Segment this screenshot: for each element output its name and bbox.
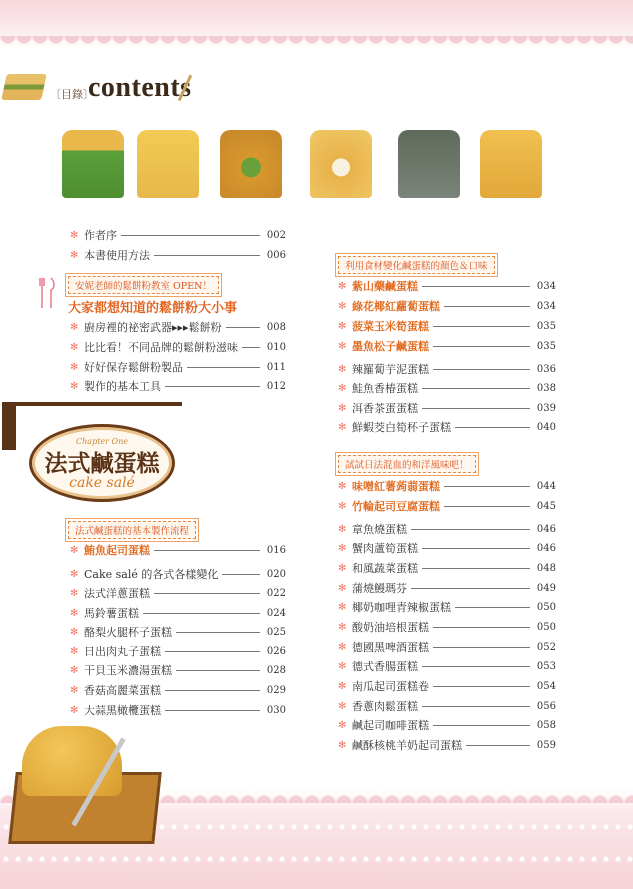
toc-item[interactable]: ✻ 鹹酥核桃羊奶起司蛋糕 059 [338, 739, 556, 752]
toc-item[interactable]: ✻ 法式洋蔥蛋糕 022 [70, 587, 286, 600]
star-icon: ✻ [338, 402, 347, 414]
toc-item[interactable]: ✻ 作者序 002 [70, 229, 286, 242]
section-label: 法式鹹蛋糕的基本製作流程 [68, 521, 196, 539]
toc-item[interactable]: ✻ 干貝玉米濃湯蛋糕 028 [70, 664, 286, 677]
star-icon: ✻ [70, 568, 79, 580]
sign-bracket [2, 402, 182, 422]
utensils-icon [38, 276, 56, 310]
star-icon: ✻ [338, 500, 347, 512]
toc-item[interactable]: ✻ 綠花椰紅蘿蔔蛋糕 034 [338, 300, 556, 313]
star-icon: ✻ [338, 382, 347, 394]
star-icon: ✻ [70, 341, 79, 353]
cake-slice-icon [1, 74, 47, 100]
toc-item[interactable]: ✻ 德國黑啤酒蛋糕 052 [338, 641, 556, 654]
star-icon: ✻ [70, 229, 79, 241]
toc-item[interactable]: ✻ 和風蔬菜蛋糕 048 [338, 562, 556, 575]
star-icon: ✻ [338, 562, 347, 574]
loaf-cake-photo [0, 702, 160, 852]
cake-photo [310, 130, 372, 198]
toc-item[interactable]: ✻ 章魚燒蛋糕 046 [338, 523, 556, 536]
star-icon: ✻ [70, 249, 79, 261]
toc-item[interactable]: ✻ 酪梨火腿杯子蛋糕 025 [70, 626, 286, 639]
toc-item[interactable]: ✻ Cake salé 的各式各樣變化 020 [70, 568, 286, 581]
toc-item[interactable]: ✻ 好好保存鬆餅粉製品 011 [70, 361, 286, 374]
chapter-badge: Chapter One 法式鹹蛋糕 cake salé [29, 424, 175, 502]
chapter-subtitle: cake salé [69, 475, 135, 491]
star-icon: ✻ [70, 645, 79, 657]
toc-item[interactable]: ✻ 鮭魚香椿蛋糕 038 [338, 382, 556, 395]
cake-photo [220, 130, 282, 198]
toc-item[interactable]: ✻ 本書使用方法 006 [70, 249, 286, 262]
chapter-title: 法式鹹蛋糕 [44, 450, 160, 477]
cake-photo [480, 130, 542, 198]
star-icon: ✻ [70, 380, 79, 392]
chapter-sign [2, 402, 182, 512]
toc-item[interactable]: ✻ 菠菜玉米筍蛋糕 035 [338, 320, 556, 333]
toc-item[interactable]: ✻ 鮮蝦茭白筍杯子蛋糕 040 [338, 421, 556, 434]
star-icon: ✻ [338, 582, 347, 594]
toc-item[interactable]: ✻ 南瓜起司蛋糕卷 054 [338, 680, 556, 693]
star-icon: ✻ [70, 587, 79, 599]
toc-item[interactable]: ✻ 紫山藥鹹蛋糕 034 [338, 280, 556, 293]
toc-item[interactable]: ✻ 竹輪起司豆腐蛋糕 045 [338, 500, 556, 513]
star-icon: ✻ [338, 660, 347, 672]
star-icon: ✻ [338, 480, 347, 492]
star-icon: ✻ [70, 321, 79, 333]
toc-item[interactable]: ✻ 墨魚松子鹹蛋糕 035 [338, 340, 556, 353]
toc-item[interactable]: ✻ 製作的基本工具 012 [70, 380, 286, 393]
toc-item[interactable]: ✻ 辣羅蔔芋泥蛋糕 036 [338, 363, 556, 376]
section-label: 利用食材變化鹹蛋糕的顏色＆口味 [338, 256, 495, 274]
star-icon: ✻ [338, 363, 347, 375]
star-icon: ✻ [70, 607, 79, 619]
toc-item[interactable]: ✻ 德式香腸蛋糕 053 [338, 660, 556, 673]
toc-item[interactable]: ✻ 大蒜黑橄欖蛋糕 030 [70, 704, 286, 717]
star-icon: ✻ [338, 641, 347, 653]
star-icon: ✻ [338, 542, 347, 554]
cake-photo [398, 130, 460, 198]
cake-photo [62, 130, 124, 198]
section-label: 安妮老師的鬆餅粉教室 OPEN！ [68, 276, 219, 294]
star-icon: ✻ [338, 680, 347, 692]
toc-item[interactable]: ✻ 鮪魚起司蛋糕 016 [70, 544, 286, 557]
lace-border-top [0, 0, 633, 50]
section-label: 試試日法混血的和洋風味吧！ [338, 455, 476, 473]
toc-item[interactable]: ✻ 蒲燒鰻瑪芬 049 [338, 582, 556, 595]
toc-item[interactable]: ✻ 味噌紅薯蒟蒻蛋糕 044 [338, 480, 556, 493]
star-icon: ✻ [70, 684, 79, 696]
star-icon: ✻ [338, 280, 347, 292]
toc-item[interactable]: ✻ 香蔥肉鬆蛋糕 056 [338, 700, 556, 713]
star-icon: ✻ [70, 704, 79, 716]
toc-item[interactable]: ✻ 比比看！不同品牌的鬆餅粉滋味 010 [70, 341, 286, 354]
section-heading: 大家都想知道的鬆餅粉大小事 [68, 301, 238, 316]
star-icon: ✻ [338, 320, 347, 332]
toc-item[interactable]: ✻ 鹹起司咖啡蛋糕 058 [338, 719, 556, 732]
toc-item[interactable]: ✻ 洱香茶蛋蛋糕 039 [338, 402, 556, 415]
star-icon: ✻ [70, 361, 79, 373]
star-icon: ✻ [338, 739, 347, 751]
cake-photo [137, 130, 199, 198]
star-icon: ✻ [338, 300, 347, 312]
star-icon: ✻ [70, 664, 79, 676]
toc-item[interactable]: ✻ 日出肉丸子蛋糕 026 [70, 645, 286, 658]
star-icon: ✻ [338, 601, 347, 613]
toc-item[interactable]: ✻ 廚房裡的祕密武器▸▸▸鬆餅粉 008 [70, 321, 286, 334]
toc-item[interactable]: ✻ 香菇高麗菜蛋糕 029 [70, 684, 286, 697]
star-icon: ✻ [70, 544, 79, 556]
star-icon: ✻ [338, 700, 347, 712]
toc-item[interactable]: ✻ 酸奶油培根蛋糕 050 [338, 621, 556, 634]
lace-band [0, 855, 633, 863]
toc-item[interactable]: ✻ 馬鈴薯蛋糕 024 [70, 607, 286, 620]
star-icon: ✻ [338, 421, 347, 433]
star-icon: ✻ [338, 621, 347, 633]
cake-photo-strip [62, 130, 547, 200]
star-icon: ✻ [338, 719, 347, 731]
contents-title: contents [88, 72, 192, 103]
contents-tag: 〔目錄〕 [50, 88, 94, 101]
star-icon: ✻ [338, 523, 347, 535]
star-icon: ✻ [70, 626, 79, 638]
star-icon: ✻ [338, 340, 347, 352]
toc-item[interactable]: ✻ 蟹肉蘆筍蛋糕 046 [338, 542, 556, 555]
toc-item[interactable]: ✻ 椰奶咖哩青辣椒蛋糕 050 [338, 601, 556, 614]
contents-header [0, 66, 260, 110]
